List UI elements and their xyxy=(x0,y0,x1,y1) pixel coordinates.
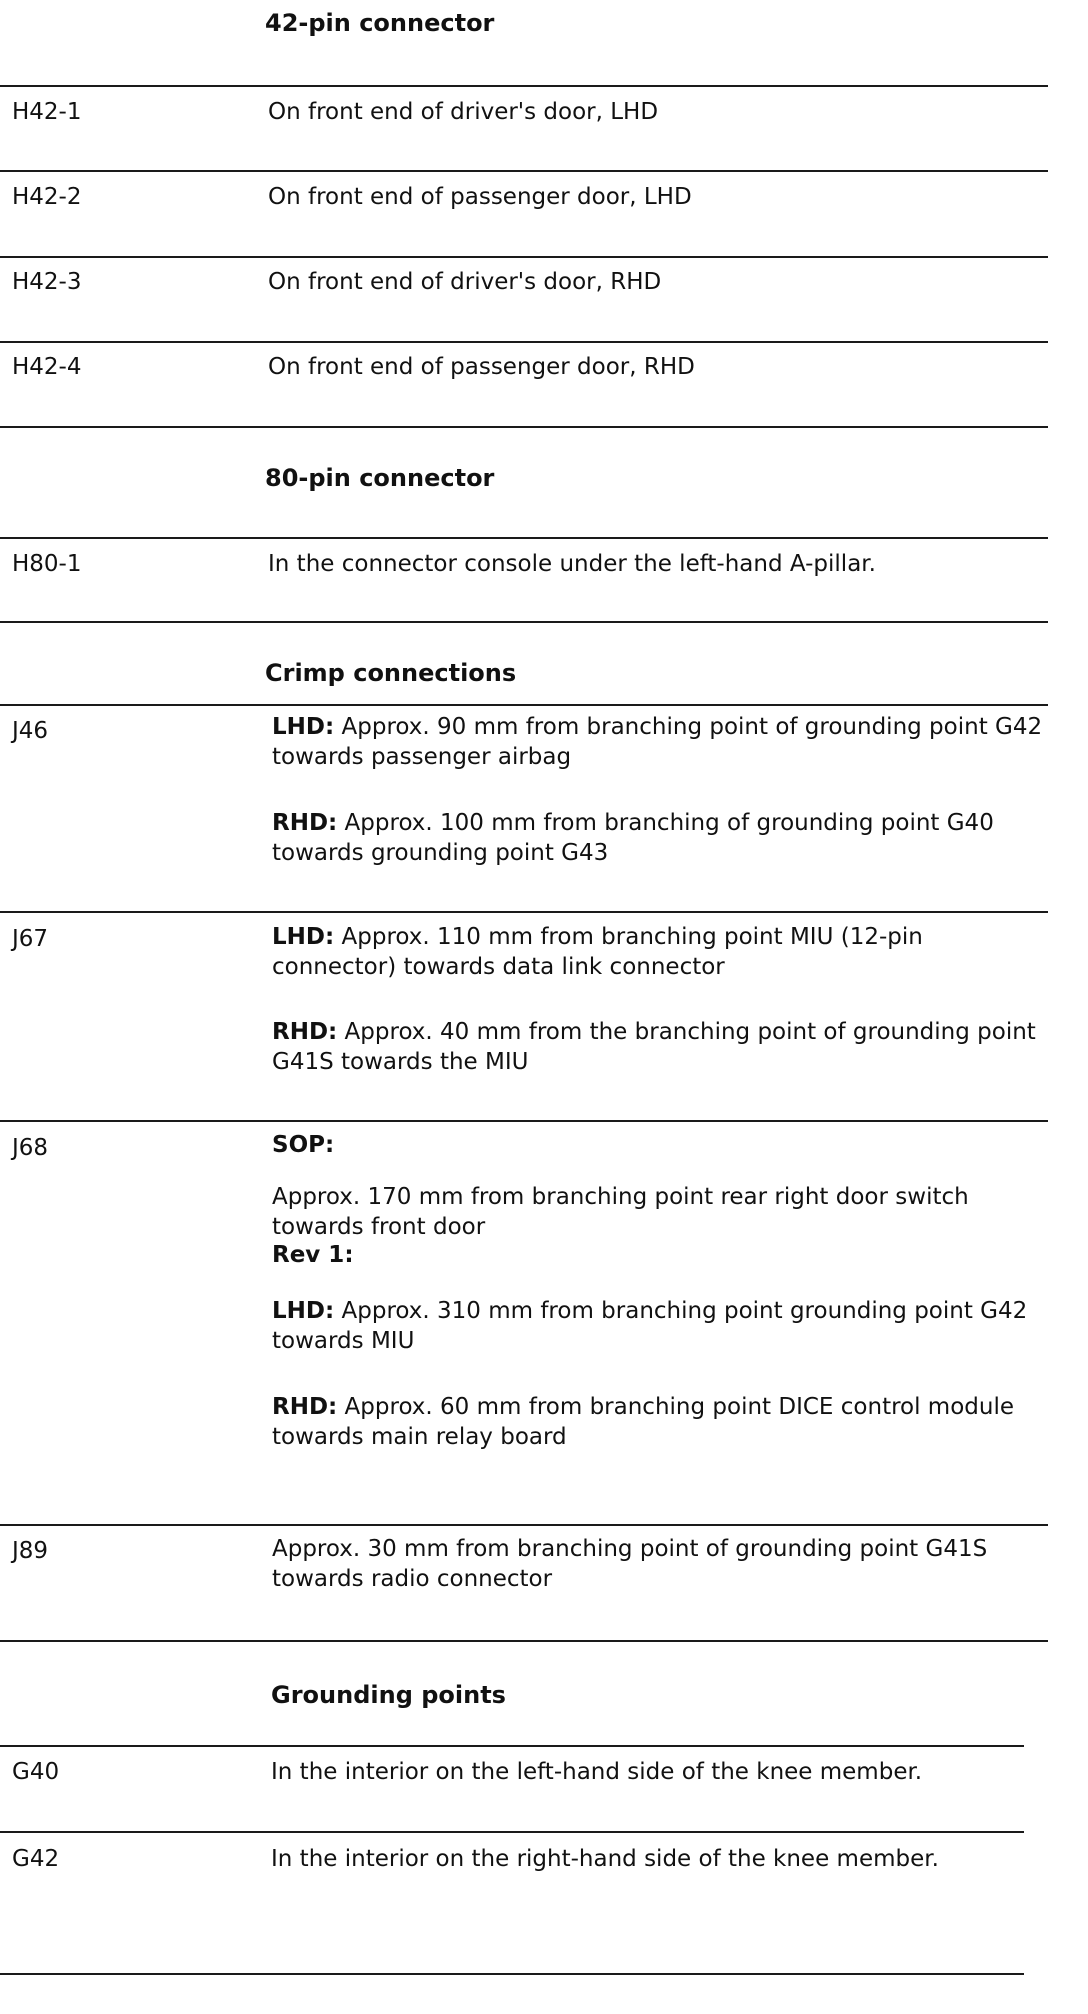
lhd-label: LHD: xyxy=(272,924,335,950)
lhd-label: LHD: xyxy=(272,714,335,740)
section-divider xyxy=(0,426,1048,428)
section-divider xyxy=(0,1973,1024,1975)
rhd-label: RHD: xyxy=(272,1394,338,1420)
rhd-text: Approx. 60 mm from branching point DICE control module towards main relay board xyxy=(272,1394,1014,1450)
lhd-text: Approx. 90 mm from branching point of grounding point G42 towards passenger airbag xyxy=(272,714,1043,770)
lhd-note xyxy=(272,712,1052,772)
row-code: H42-2 xyxy=(12,184,82,210)
row-code: J68 xyxy=(12,1135,49,1161)
section-heading-80-pin: 80-pin connector xyxy=(265,464,495,492)
row-description: On front end of driver's door, RHD xyxy=(268,269,662,295)
rhd-text: Approx. 40 mm from the branching point of grounding point G41S towards the MIU xyxy=(272,1019,1036,1075)
row-code: H42-1 xyxy=(12,99,82,125)
row-description: In the connector console under the left-hand A-pillar. xyxy=(268,551,876,577)
lhd-text: Approx. 310 mm from branching point grounding point G42 towards MIU xyxy=(272,1298,1028,1354)
row-code: H42-4 xyxy=(12,354,82,380)
rhd-text: Approx. 100 mm from branching of grounding point G40 towards grounding point G43 xyxy=(272,810,994,866)
rhd-label: RHD: xyxy=(272,810,338,836)
lhd-note xyxy=(272,922,1052,982)
row-divider xyxy=(0,704,1048,706)
section-divider xyxy=(0,621,1048,623)
lhd-note xyxy=(272,1296,1052,1356)
row-divider xyxy=(0,1831,1024,1833)
lhd-label: LHD: xyxy=(272,1298,335,1324)
rhd-note xyxy=(272,1392,1052,1452)
rev-label: Rev 1: xyxy=(272,1242,354,1268)
row-divider xyxy=(0,85,1048,87)
section-heading-42-pin: 42-pin connector xyxy=(265,9,495,37)
row-divider xyxy=(0,537,1048,539)
row-divider xyxy=(0,1745,1024,1747)
row-description: On front end of passenger door, LHD xyxy=(268,184,692,210)
row-code: G42 xyxy=(12,1846,60,1872)
row-divider xyxy=(0,911,1048,913)
row-code: J89 xyxy=(12,1538,49,1564)
row-description: On front end of driver's door, LHD xyxy=(268,99,659,125)
sop-text: Approx. 170 mm from branching point rear right door switch towards front door xyxy=(272,1184,969,1240)
row-code: H80-1 xyxy=(12,551,82,577)
rhd-note xyxy=(272,808,1052,868)
row-code: G40 xyxy=(12,1759,60,1785)
row-divider xyxy=(0,1524,1048,1526)
row-code: J46 xyxy=(12,718,49,744)
row-description: On front end of passenger door, RHD xyxy=(268,354,695,380)
rhd-note xyxy=(272,1017,1052,1077)
sop-label: SOP: xyxy=(272,1132,335,1158)
section-heading-grounding: Grounding points xyxy=(271,1681,506,1709)
row-divider xyxy=(0,256,1048,258)
row-divider xyxy=(0,170,1048,172)
row-code: H42-3 xyxy=(12,269,82,295)
row-description: In the interior on the left-hand side of the knee member. xyxy=(271,1759,923,1785)
lhd-text: Approx. 110 mm from branching point MIU (12-pin connector) towards data link connector xyxy=(272,924,923,980)
row-code: J67 xyxy=(12,926,49,952)
rhd-label: RHD: xyxy=(272,1019,338,1045)
section-heading-crimp: Crimp connections xyxy=(265,659,517,687)
row-description: In the interior on the right-hand side of the knee member. xyxy=(271,1846,939,1872)
section-divider xyxy=(0,1640,1048,1642)
row-divider xyxy=(0,1120,1048,1122)
row-description: Approx. 30 mm from branching point of grounding point G41S towards radio connector xyxy=(272,1536,988,1592)
row-divider xyxy=(0,341,1048,343)
